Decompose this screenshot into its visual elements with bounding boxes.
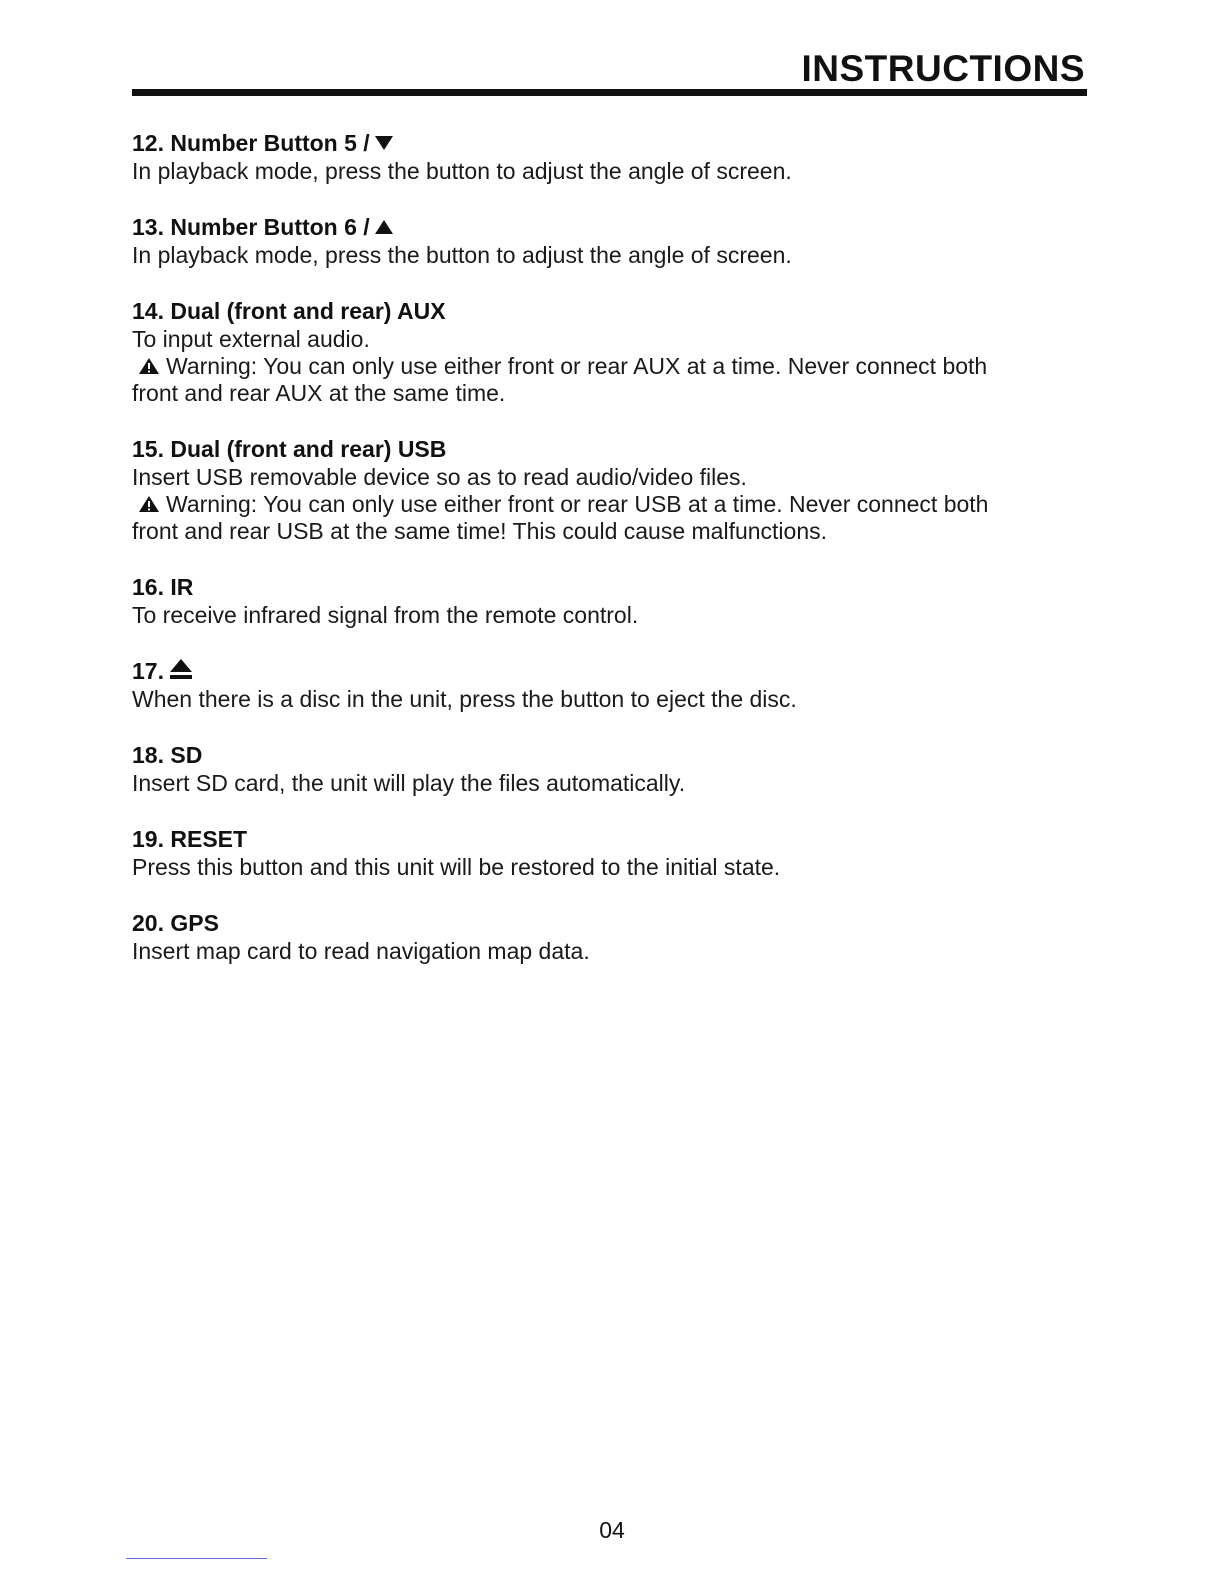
section-title bbox=[132, 212, 1092, 242]
section-title: 18. SD bbox=[132, 742, 203, 768]
warning-icon bbox=[138, 495, 160, 513]
section-14 bbox=[132, 296, 1092, 407]
section-title-text: 17. bbox=[132, 658, 164, 684]
section-18 bbox=[132, 740, 1092, 797]
section-20 bbox=[132, 908, 1092, 965]
warning-line: Warning: You can only use either front or rear USB at a time. Never connect both bbox=[166, 491, 989, 517]
triangle-down-icon bbox=[374, 135, 394, 151]
section-title bbox=[132, 128, 1092, 158]
page-number: 04 bbox=[599, 1517, 625, 1543]
section-15 bbox=[132, 434, 1092, 545]
footer-divider bbox=[126, 1558, 267, 1559]
section-text: Insert map card to read navigation map data. bbox=[132, 938, 590, 964]
triangle-up-icon bbox=[374, 219, 394, 235]
warning-line: front and rear USB at the same time! This could cause malfunctions. bbox=[132, 518, 828, 544]
eject-icon bbox=[168, 657, 194, 681]
section-text: Insert SD card, the unit will play the files automatically. bbox=[132, 770, 686, 796]
warning-line: front and rear AUX at the same time. bbox=[132, 380, 506, 406]
section-title-text: 13. Number Button 6 / bbox=[132, 214, 370, 240]
warning-icon bbox=[138, 357, 160, 375]
warning-line: Warning: You can only use either front or rear AUX at a time. Never connect both bbox=[166, 353, 988, 379]
section-17 bbox=[132, 656, 1092, 713]
section-title: 14. Dual (front and rear) AUX bbox=[132, 298, 446, 324]
instructions-content bbox=[132, 128, 1092, 992]
section-text: Insert USB removable device so as to read audio/video files. bbox=[132, 464, 747, 490]
section-title: 19. RESET bbox=[132, 826, 248, 852]
section-title: 20. GPS bbox=[132, 910, 219, 936]
section-text: When there is a disc in the unit, press the button to eject the disc. bbox=[132, 686, 797, 712]
page-title: INSTRUCTIONS bbox=[801, 48, 1085, 89]
section-13 bbox=[132, 212, 1092, 269]
section-title bbox=[132, 656, 1092, 686]
section-text: To input external audio. bbox=[132, 326, 370, 352]
section-text: Press this button and this unit will be restored to the initial state. bbox=[132, 854, 781, 880]
section-title: 15. Dual (front and rear) USB bbox=[132, 436, 447, 462]
header-divider bbox=[132, 89, 1087, 96]
warning-text bbox=[132, 353, 1092, 380]
section-text: In playback mode, press the button to adjust the angle of screen. bbox=[132, 158, 792, 184]
section-title-text: 12. Number Button 5 / bbox=[132, 130, 370, 156]
section-text: In playback mode, press the button to adjust the angle of screen. bbox=[132, 242, 792, 268]
warning-text bbox=[132, 491, 1092, 518]
section-text: To receive infrared signal from the remote control. bbox=[132, 602, 639, 628]
section-19 bbox=[132, 824, 1092, 881]
section-16 bbox=[132, 572, 1092, 629]
section-title: 16. IR bbox=[132, 574, 194, 600]
section-12 bbox=[132, 128, 1092, 185]
